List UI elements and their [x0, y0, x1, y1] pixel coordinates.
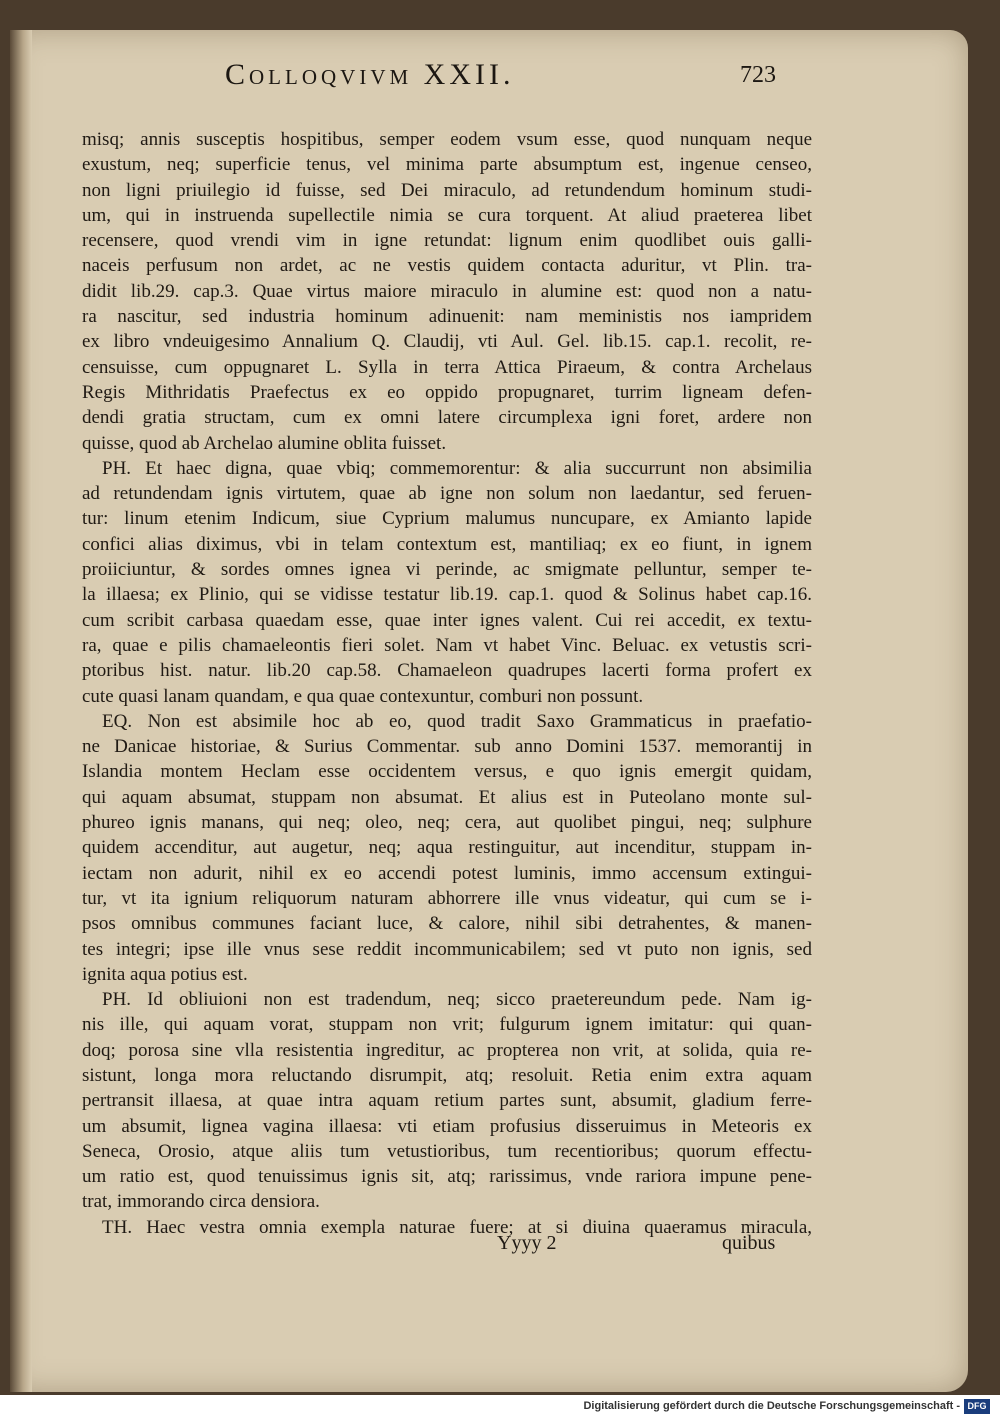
text-line: sistunt, longa mora reluctando disrumpit, atq; resoluit. Retia enim extra aquam: [82, 1064, 812, 1086]
text-line: tes integri; ipse ille vnus sese reddit incommunicabilem; sed vt puto non ignis, sed: [82, 938, 812, 960]
text-line: dendi gratia structam, cum ex omni latere circumplexa igni foret, ardere non: [82, 407, 812, 429]
text-line: qui aquam absumat, stuppam non absumat. Et alius est in Puteolano monte sul-: [82, 786, 812, 808]
text-line: ra, quae e pilis chamaeleontis fieri solet. Nam vt habet Vinc. Beluac. ex vetustis scri-: [82, 634, 812, 656]
text-line: cute quasi lanam quandam, e qua quae contexuntur, comburi non possunt.: [82, 685, 644, 707]
text-line: quisse, quod ab Archelao alumine oblita fuisset.: [82, 432, 447, 454]
text-line: iectam non adurit, nihil ex eo accendi potest luminis, immo accensum extingui-: [82, 862, 812, 884]
text-line: tur, vt ita ignium reliquorum naturam abhorrere ille vnus videatur, qui cum se i-: [82, 887, 812, 909]
text-line: non ligni priuilegio id fuisse, sed Dei miraculo, ad retundendum hominum studi-: [82, 179, 812, 201]
text-line: tur: linum etenim Indicum, siue Cyprium malumus nuncupare, ex Amianto lapide: [82, 508, 812, 530]
text-line: ra nascitur, sed industria hominum adinuenit: nam meministis nos iampridem: [82, 306, 812, 328]
text-line: ne Danicae historiae, & Surius Commentar. sub anno Domini 1537. memorantij in: [82, 736, 812, 758]
text-line: proiiciuntur, & sordes omnes ignea vi perinde, ac smigmate pelluntur, semper te-: [82, 559, 812, 581]
text-line: ex libro vndeuigesimo Annalium Q. Claudij, vti Aul. Gel. lib.15. cap.1. recolit, re-: [82, 331, 812, 353]
text-line: la illaesa; ex Plinio, qui se vidisse testatur lib.19. cap.1. quod & Solinus habet cap.16.: [82, 584, 812, 606]
text-line: Seneca, Orosio, atque aliis tum vetustioribus, tum recentioribus; quorum effectu-: [82, 1140, 812, 1162]
funding-bar: [0, 1395, 1000, 1419]
text-line: nis ille, qui aquam vorat, stuppam non vrit; fulgurum ignem imitatur: qui quan-: [82, 1014, 812, 1036]
text-line: trat, immorando circa densiora.: [82, 1191, 320, 1213]
text-line: ignita aqua potius est.: [82, 963, 248, 985]
text-line: Islandia montem Heclam esse occidentem versus, e quo ignis emergit quidam,: [82, 761, 812, 783]
text-line: doq; porosa sine vlla resistentia ingreditur, ac propterea non vrit, at solida, quia re-: [82, 1039, 812, 1061]
text-line: EQ. Non est absimile hoc ab eo, quod tradit Saxo Grammaticus in praefatio-: [102, 710, 812, 732]
text-line: quidem accenditur, aut augetur, neq; aqua restinguitur, aut incenditur, stuppam in-: [82, 837, 812, 859]
text-line: censuisse, cum oppugnaret L. Sylla in terra Attica Piraeum, & contra Archelaus: [82, 356, 812, 378]
text-line: phureo ignis manans, qui neq; oleo, neq; cera, aut quolibet pingui, neq; sulphure: [82, 812, 812, 834]
page-binding-edge: [10, 30, 32, 1392]
running-title: Colloqvivm XXII.: [225, 58, 515, 91]
text-line: psos omnibus communes faciant luce, & calore, nihil sibi detrahentes, & manen-: [82, 913, 812, 935]
text-line: um absumit, lignea vagina illaesa: vti etiam profusius disseruimus in Meteoris ex: [82, 1115, 812, 1137]
text-line: pertransit illaesa, at quae intra aquam retium partes sunt, absumit, gladium ferre-: [82, 1090, 812, 1112]
text-line: TH. Haec vestra omnia exempla naturae fuere; at si diuina quaeramus miracula,: [102, 1216, 812, 1238]
text-line: Regis Mithridatis Praefectus ex eo oppido propugnaret, turrim ligneam defen-: [82, 381, 812, 403]
body-text: [82, 127, 812, 1240]
text-line: misq; annis susceptis hospitibus, semper eodem vsum esse, quod nunquam neque: [82, 129, 812, 150]
signature-mark: Yyyy 2: [497, 1232, 557, 1254]
text-line: naceis perfusum non ardet, ac ne vestis quidem contacta aduritur, vt Plin. tra-: [82, 255, 812, 277]
catchword: quibus: [722, 1232, 776, 1254]
text-line: PH. Id obliuioni non est tradendum, neq; sicco praetereundum pede. Nam ig-: [102, 989, 812, 1011]
page-footer: [82, 1232, 812, 1262]
text-line: um ratio est, quod tenuissimus ignis sit, atq; rarissimus, vnde rariora impune pene-: [82, 1166, 812, 1188]
dfg-logo-icon: DFG: [964, 1399, 990, 1414]
funding-notice: Digitalisierung gefördert durch die Deutsche Forschungsgemeinschaft -: [583, 1400, 960, 1412]
text-line: cum scribit carbasa quaedam esse, quae inter ignes valent. Cui rei accedit, ex textu-: [82, 609, 812, 631]
text-line: PH. Et haec digna, quae vbiq; commemorentur: & alia succurrunt non absimilia: [102, 457, 812, 479]
text-line: confici alias diximus, vbi in telam contextum est, mantiliaq; ex eo fiunt, in ignem: [82, 533, 812, 555]
text-line: ptoribus hist. natur. lib.20 cap.58. Chamaeleon quadrupes lacerti forma profert ex: [82, 660, 812, 682]
text-line: exustum, neq; superficie tenus, vel minima parte absumptum est, ingenue censeo,: [82, 154, 812, 176]
text-line: recensere, quod vrendi vim in igne retundat: lignum enim quodlibet ouis galli-: [82, 230, 812, 252]
page-header: [225, 58, 785, 102]
text-line: um, qui in instruenda supellectile nimia se cura torquent. At aliud praeterea libet: [82, 204, 812, 226]
text-line: didit lib.29. cap.3. Quae virtus maiore miraculo in alumine est: quod non a natu-: [82, 280, 812, 302]
page-number: 723: [740, 62, 776, 88]
text-line: ad retundendam ignis virtutem, quae ab igne non solum non laedantur, sed feruen-: [82, 483, 812, 505]
